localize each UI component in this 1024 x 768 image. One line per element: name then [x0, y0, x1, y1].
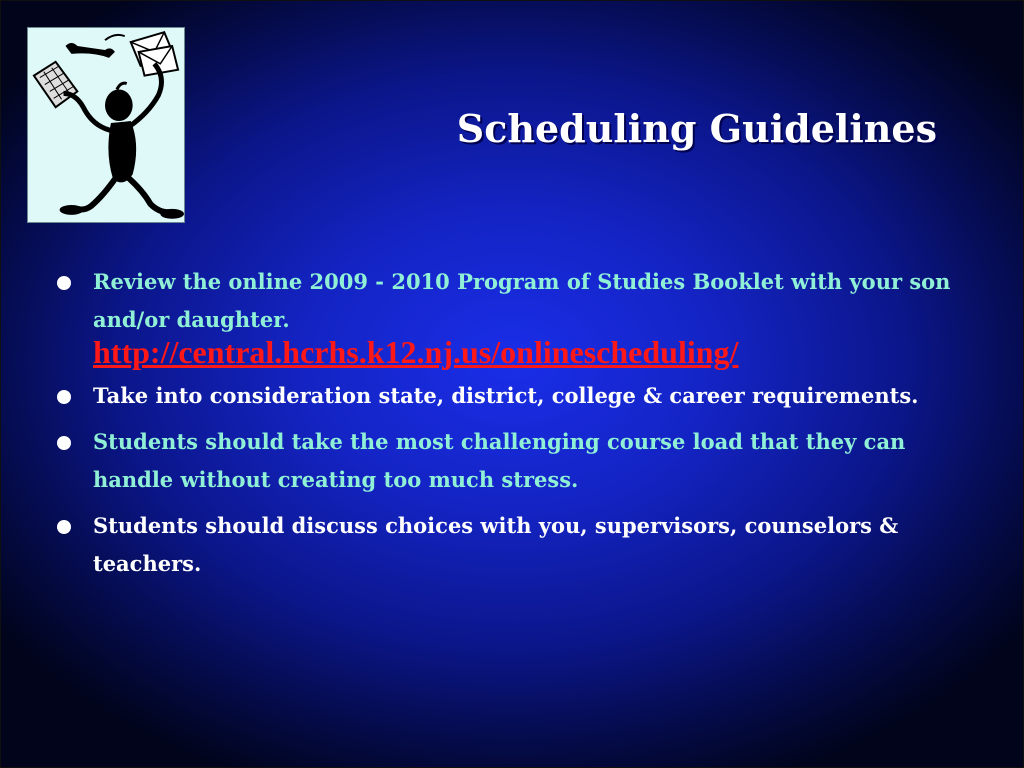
bullet-dot [57, 520, 71, 534]
bullet-item [51, 377, 951, 415]
bullet-dot [57, 276, 71, 290]
telephone-icon [66, 35, 125, 58]
bullet-text: Review the online 2009 - 2010 Program of Studies Booklet with your son and/or daughter. [93, 269, 951, 332]
bullet-text: Students should discuss choices with you, supervisors, counselors & teachers. [93, 513, 899, 576]
bullet-text: Students should take the most challenging course load that they can handle without creating too much stress. [93, 429, 906, 492]
bullet-item [51, 263, 951, 369]
bullet-dot [57, 436, 71, 450]
bullet-item [51, 507, 951, 583]
slide-title: Scheduling Guidelines [456, 106, 937, 151]
bullet-text: Take into consideration state, district, college & career requirements. [93, 383, 919, 408]
bullet-dot [57, 390, 71, 404]
bullet-list [51, 263, 951, 591]
figure-icon [60, 64, 184, 219]
envelope-icon [131, 32, 178, 75]
bullet-item [51, 423, 951, 499]
keyboard-icon [34, 62, 77, 107]
online-scheduling-link[interactable]: http://central.hcrhs.k12.nj.us/onlinescheduling/ [93, 334, 739, 370]
juggling-stick-figure-icon [27, 27, 185, 223]
